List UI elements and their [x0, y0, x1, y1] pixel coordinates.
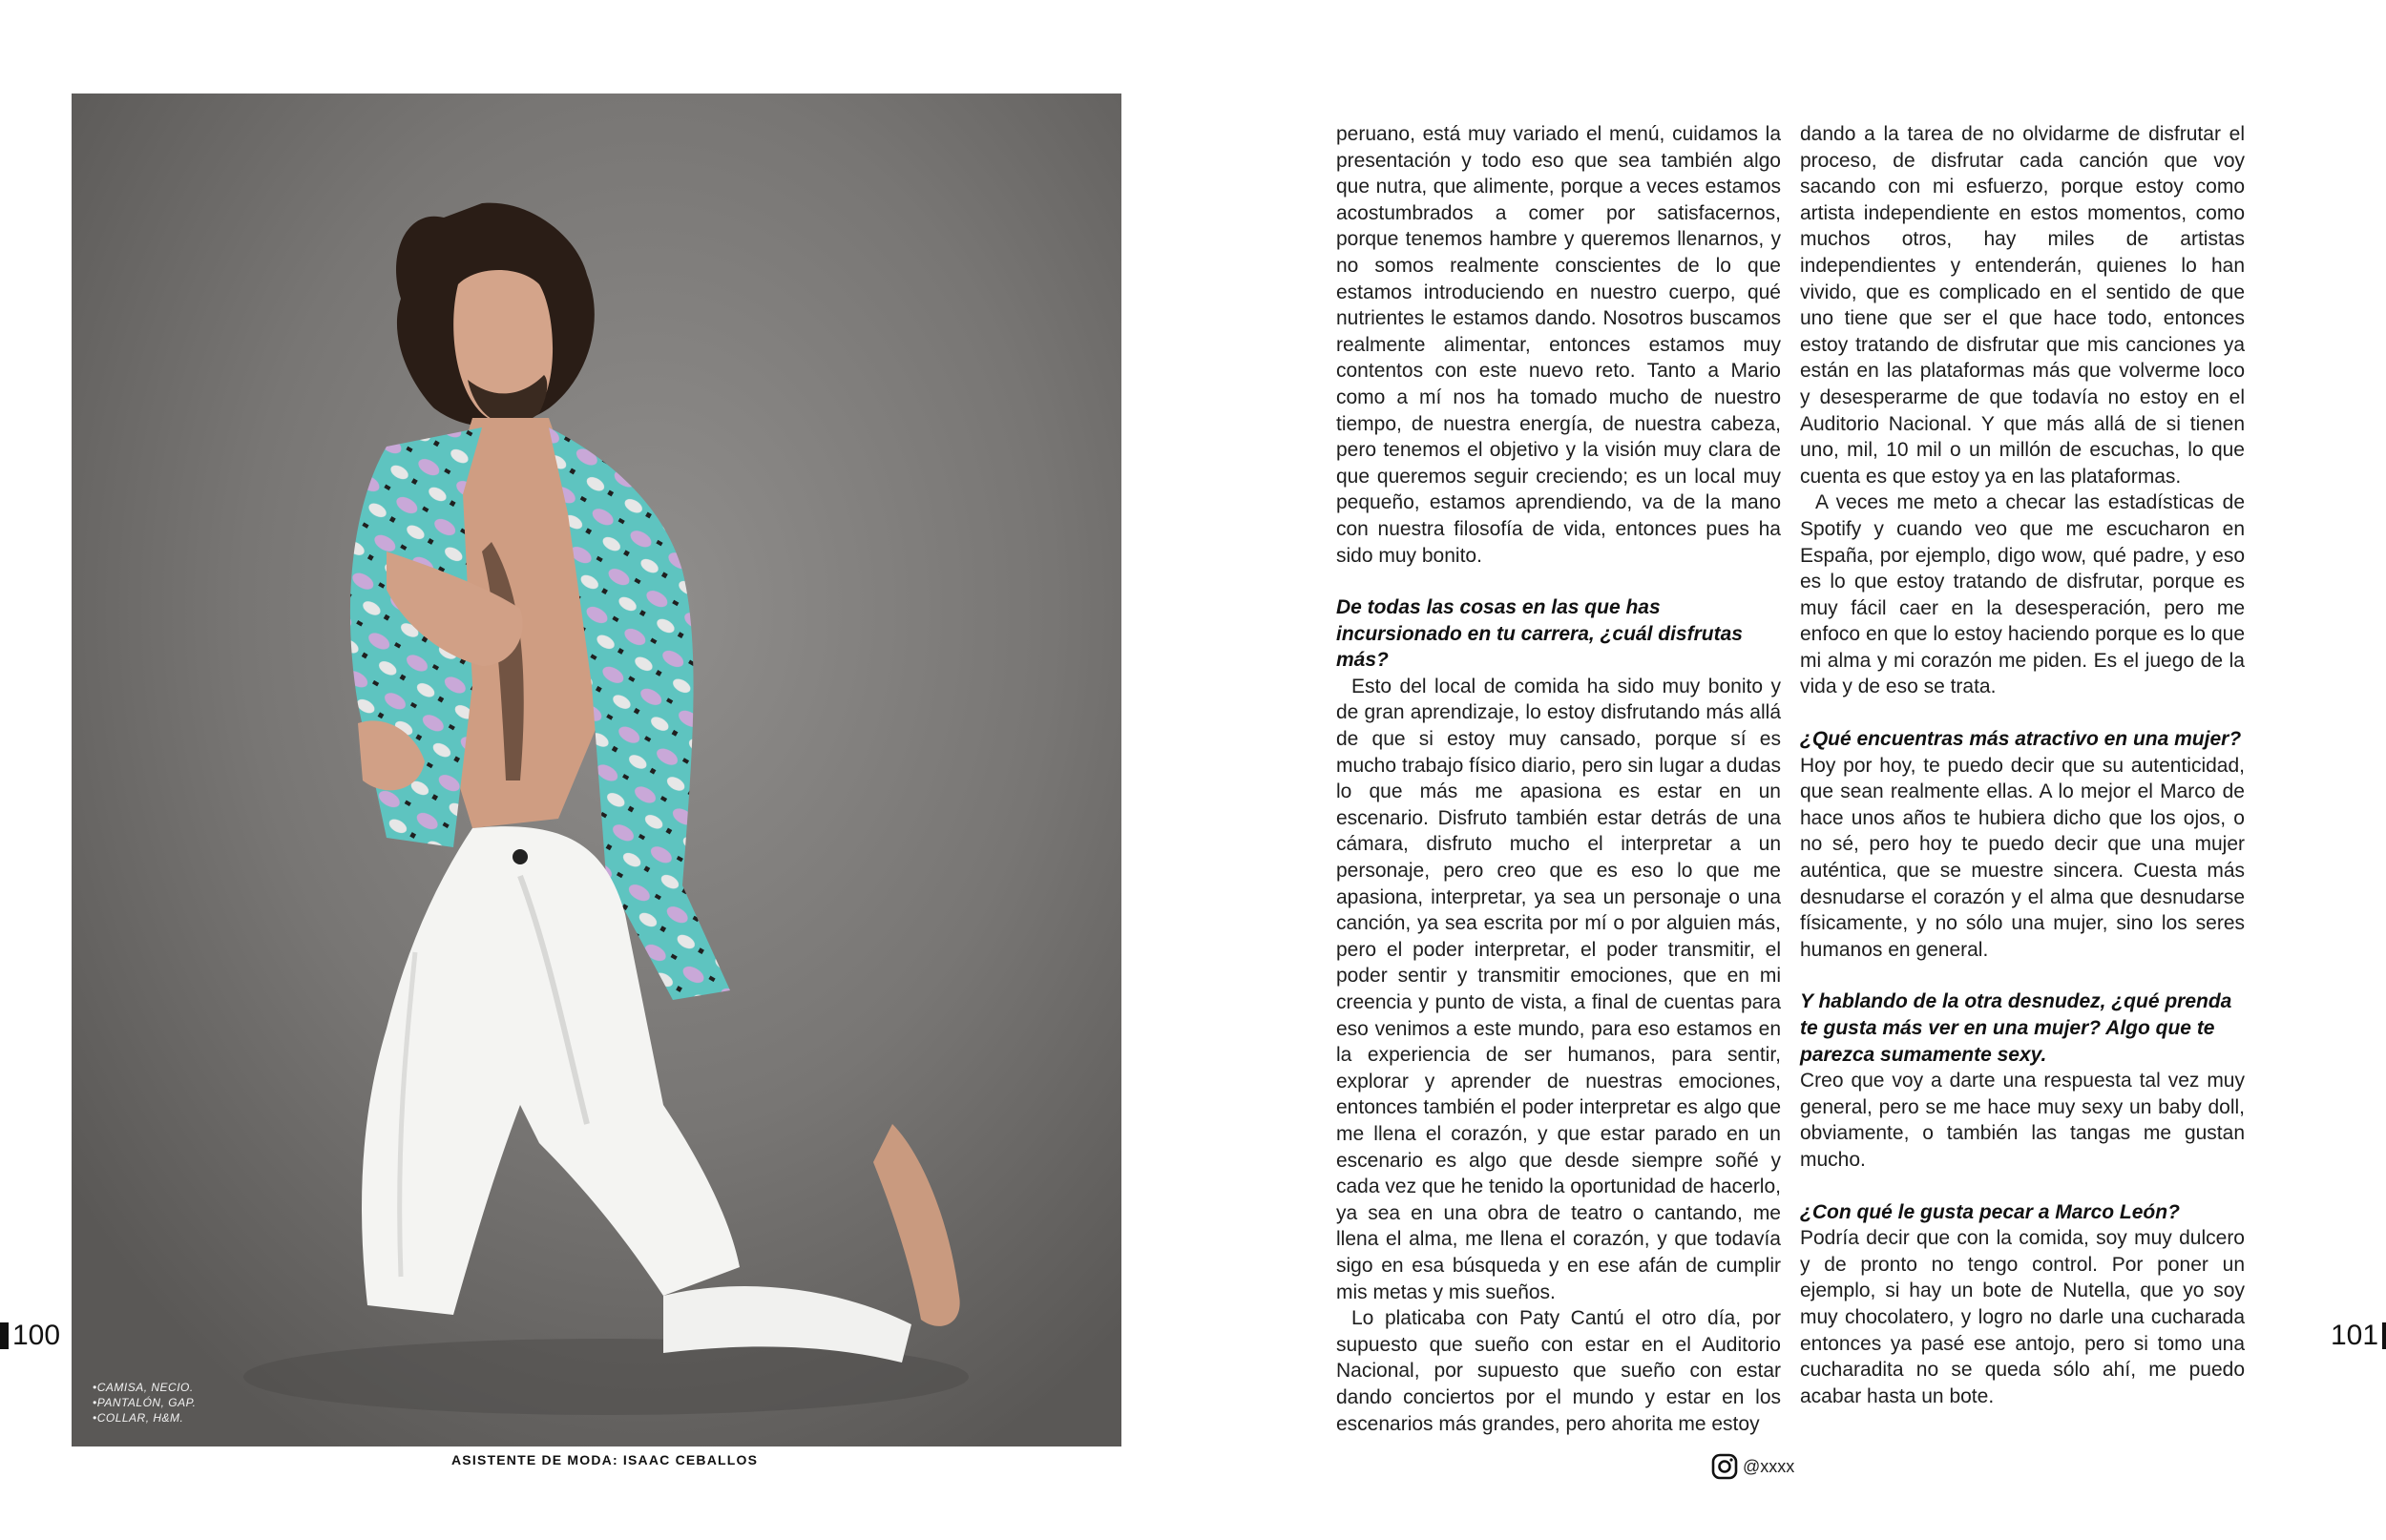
paragraph: Lo platicaba con Paty Cantú el otro día, por supuesto que sueño con estar en el Auditorio Nacional, por supuesto que sueño con estar dando conciertos por el mundo y estar en los escenarios más grandes, pero ahorita me estoy	[1336, 1307, 1781, 1435]
page-number-right-text: 101	[2331, 1320, 2379, 1351]
page-number-right	[2331, 1320, 2386, 1352]
page-number-left	[0, 1320, 60, 1352]
text-column-right	[1800, 121, 2245, 1409]
page-number-left-text: 100	[12, 1320, 61, 1351]
folio-bar-icon	[0, 1322, 9, 1349]
photo-credits	[93, 1380, 196, 1426]
paragraph: Podría decir que con la comida, soy muy dulcero y de pronto no tengo control. Por poner un ejemplo, si hay un bote de Nutella, que yo soy muy chocolatero, y logro no darle una cucharada entonces ya pasé ese antojo, pero si tomo una cucharadita no se queda sólo ahí, me puedo acabar hasta un bote.	[1800, 1227, 2245, 1407]
paragraph: Esto del local de comida ha sido muy bonito y de gran aprendizaje, lo estoy disfrutando más allá de que si estoy muy cansado, porque sí es mucho trabajo físico diario, pero sin lugar a dudas lo que más me apasiona es estar en un escenario. Disfruto también estar detrás de una cámara, disfruto mucho el interpretar a un personaje, pero creo que es eso lo que me apasiona, interpretar, ya sea un personaje o una canción, ya sea escrita por mí o por alguien más, pero el poder interpretar, el poder transmitir, el poder sentir y transmitir emociones, que en mi creencia y punto de vista, a final de cuentas para eso venimos a este mundo, para eso estamos en la experiencia de ser humanos, para sentir, explorar y aprender de nuestras emociones, entonces también el poder interpretar es algo que me llena el corazón, y que estar parado en un escenario es algo que desde siempre soñé y cada vez que he tenido la oportunidad de hacerlo, ya sea en una obra de teatro o cantando, me llena el alma, me llena el corazón, y que todavía sigo en esa búsqueda y en ese afán de cumplir mis metas y mis sueños.	[1336, 675, 1781, 1303]
social-handle[interactable]	[1710, 1452, 1794, 1481]
interview-question: ¿Qué encuentras más atractivo en una mujer?	[1800, 728, 2242, 751]
cover-photo	[72, 94, 1121, 1446]
interview-question: Y hablando de la otra desnudez, ¿qué prenda te gusta más ver en una mujer? Algo que te parezca sumamente sexy.	[1800, 990, 2232, 1066]
paragraph: dando a la tarea de no olvidarme de disfrutar el proceso, de disfrutar cada canción que voy sacando con mi esfuerzo, porque estoy como artista independiente en estos momentos, como muchos otros, hay miles de artistas independientes y entenderán, quienes lo han vivido, que es complicado en el sentido de que uno tiene que ser el que hace todo, entonces estoy tratando de disfrutar que mis canciones ya están en las plataformas más que volverme loco y desesperarme de que todavía no estoy en el Auditorio Nacional. Y que más allá de si tienen uno, mil, 10 mil o un millón de escuchas, lo que cuenta es que estoy ya en las plataformas.	[1800, 123, 2245, 488]
paragraph: A veces me meto a checar las estadísticas de Spotify y cuando veo que me escucharon en España, por ejemplo, digo wow, qué padre, y eso es lo que estoy tratando de disfrutar, porque es muy fácil caer en la desesperación, pero me enfoco en que lo estoy haciendo porque es lo que mi alma y mi corazón me piden. Es el juego de la vida y de eso se trata.	[1800, 491, 2245, 698]
credit-shirt: •CAMISA, NECIO.	[93, 1381, 194, 1394]
folio-bar-icon	[2382, 1322, 2386, 1349]
paragraph: peruano, está muy variado el menú, cuidamos la presentación y todo eso que sea también algo que nutra, que alimente, porque a veces estamos acostumbrados a comer por satisfacernos, porque tenemos hambre y queremos llenarnos, y no somos realmente conscientes de lo que estamos introduciendo en nuestro cuerpo, qué nutrientes le estamos dando. Nosotros buscamos realmente alimentar, entonces estamos muy contentos con este nuevo reto. Tanto a Mario como a mí nos ha tomado mucho de nuestro tiempo, de nuestra energía, de nuestra cabeza, pero tenemos el objetivo y la visión muy clara de que queremos seguir creciendo; es un local muy pequeño, estamos aprendiendo, va de la mano con nuestra filosofía de vida, entonces pues ha sido muy bonito.	[1336, 123, 1781, 567]
text-column-left	[1336, 121, 1781, 1437]
interview-question: De todas las cosas en las que has incursionado en tu carrera, ¿cuál disfrutas más?	[1336, 596, 1743, 672]
paragraph: Creo que voy a darte una respuesta tal vez muy general, pero se me hace muy sexy un baby doll, obviamente, o también las tangas me gustan mucho.	[1800, 1070, 2245, 1171]
credit-necklace: •COLLAR, H&M.	[93, 1411, 184, 1425]
model-illustration	[72, 94, 1121, 1446]
social-handle-text: @xxxx	[1743, 1456, 1795, 1476]
interview-question: ¿Con qué le gusta pecar a Marco León?	[1800, 1200, 2180, 1223]
instagram-icon	[1710, 1452, 1739, 1481]
paragraph: Hoy por hoy, te puedo decir que su autenticidad, que sean realmente ellas. A lo mejor el Marco de hace unos años te hubiera dicho que los ojos, o no sé, pero hoy te puedo decir que una mujer auténtica, que se muestre sincera. Cuesta más desnudarse el corazón y el alma que desnudarse físicamente, y no sólo una mujer, sino los seres humanos en general.	[1800, 754, 2245, 961]
assistant-credit: ASISTENTE DE MODA: ISAAC CEBALLOS	[451, 1452, 759, 1467]
credit-pants: •PANTALÓN, GAP.	[93, 1396, 197, 1409]
